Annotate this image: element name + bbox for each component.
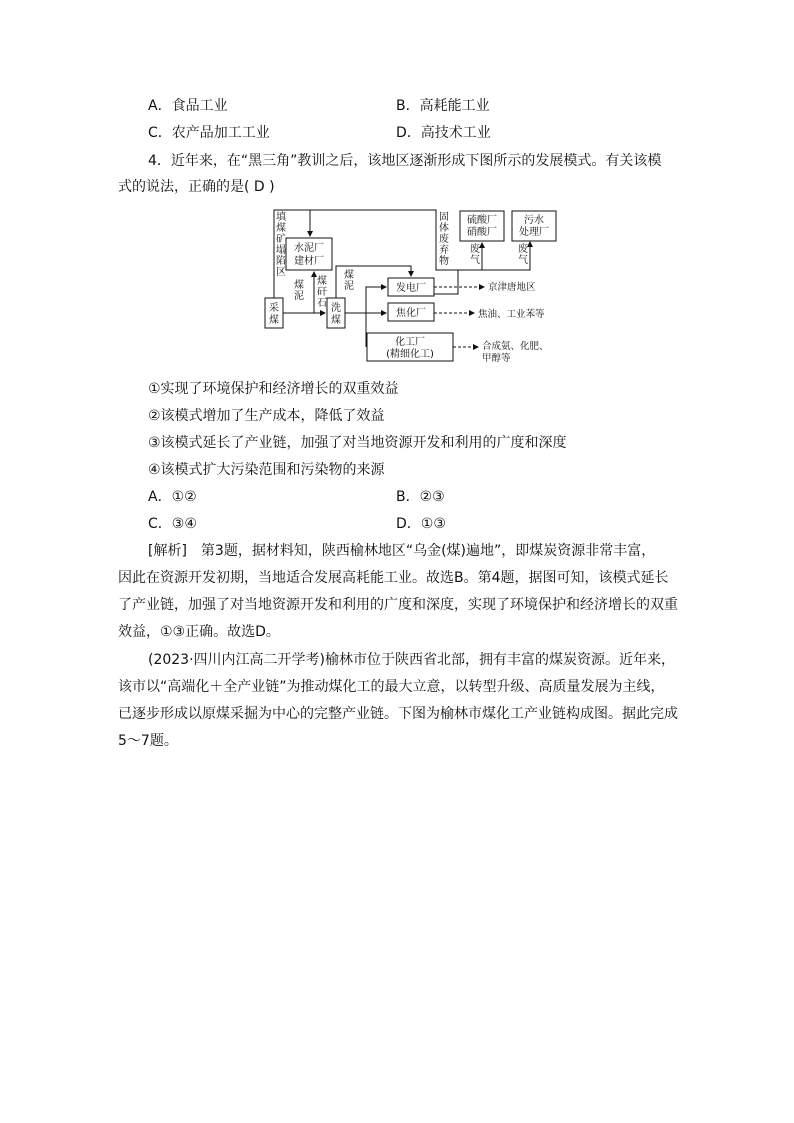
cement-label-1: 水泥厂 bbox=[294, 243, 324, 254]
output-chem-label-2: 甲醇等 bbox=[482, 353, 511, 364]
power-label: 发电厂 bbox=[396, 283, 426, 294]
analysis-line3: 了产业链，加强了对当地资源开发和利用的广度和深度，实现了环境保护和经济增长的双重 bbox=[118, 597, 678, 613]
gangue-label: 煤矸石 bbox=[317, 276, 327, 309]
q4-stem-line2: 式的说法，正确的是( D ) bbox=[118, 179, 275, 195]
statement-1: ①实现了环境保护和经济增长的双重效益 bbox=[148, 381, 399, 397]
q4-option-a: A．①② bbox=[148, 489, 197, 505]
material-line4: 5～7题。 bbox=[118, 733, 178, 749]
coking-label: 焦化厂 bbox=[396, 308, 426, 319]
slime-label-2: 煤泥 bbox=[344, 270, 354, 292]
q3-option-a: A．食品工业 bbox=[148, 98, 228, 114]
statement-2: ②该模式增加了生产成本，降低了效益 bbox=[148, 408, 385, 424]
q3-option-c: C．农产品加工工业 bbox=[148, 125, 270, 141]
acid-label-2: 硝酸厂 bbox=[467, 227, 497, 238]
development-mode-diagram bbox=[262, 206, 572, 368]
output-power-label: 京津唐地区 bbox=[488, 282, 536, 293]
slime-label-1: 煤泥 bbox=[294, 280, 304, 302]
chem-label-1: 化工厂 bbox=[395, 337, 425, 348]
analysis-line2: 因此在资源开发初期，当地适合发展高耗能工业。故选B。第4题，据图可知，该模式延长 bbox=[118, 570, 669, 586]
material-line2: 该市以“高端化＋全产业链”为推动煤化工的最大立意，以转型升级、高质量发展为主线， bbox=[118, 679, 665, 695]
acid-label-1: 硫酸厂 bbox=[467, 215, 497, 226]
statement-4: ④该模式扩大污染范围和污染物的来源 bbox=[148, 462, 385, 478]
q4-option-d: D．①③ bbox=[396, 516, 446, 532]
output-chem-label-1: 合成氨、化肥、 bbox=[482, 341, 549, 352]
q3-option-d: D．高技术工业 bbox=[396, 125, 491, 141]
statement-3: ③该模式延长了产业链，加强了对当地资源开发和利用的广度和深度 bbox=[148, 435, 567, 451]
output-coking-label: 焦油、工业苯等 bbox=[478, 309, 545, 320]
chem-label-2: (精细化工) bbox=[386, 349, 434, 360]
q4-stem-line1: 4．近年来，在“黑三角”教训之后，该地区逐渐形成下图所示的发展模式。有关该模 bbox=[148, 153, 662, 169]
mining-label: 采煤 bbox=[269, 303, 279, 326]
analysis-line4: 效益，①③正确。故选D。 bbox=[118, 624, 280, 640]
q4-option-c: C．③④ bbox=[148, 516, 197, 532]
fill-area-char: 填 bbox=[276, 212, 286, 223]
material-line3: 已逐步形成以原煤采掘为中心的完整产业链。下图为榆林市煤化工产业链构成图。据此完成 bbox=[118, 706, 678, 722]
gas-label-2: 废气 bbox=[518, 244, 528, 266]
gas-label-1: 废气 bbox=[470, 244, 480, 266]
washing-label: 洗煤 bbox=[331, 303, 341, 326]
solid-waste-label: 固体废弃物 bbox=[439, 212, 449, 267]
analysis-line1: [解析] 第3题，据材料知，陕西榆林地区“乌金(煤)遍地”，即煤炭资源非常丰富， bbox=[148, 543, 656, 559]
q3-option-b: B．高耗能工业 bbox=[396, 98, 490, 114]
sewage-label-1: 污水 bbox=[524, 215, 544, 226]
cement-label-2: 建材厂 bbox=[294, 256, 324, 267]
sewage-label-2: 处理厂 bbox=[519, 227, 549, 238]
material-line1: (2023·四川内江高二开学考)榆林市位于陕西省北部，拥有丰富的煤炭资源。近年来， bbox=[148, 652, 676, 668]
fill-area-label: 填 煤 矿 塌 陷 区 bbox=[276, 212, 286, 278]
q4-option-b: B．②③ bbox=[396, 489, 445, 505]
